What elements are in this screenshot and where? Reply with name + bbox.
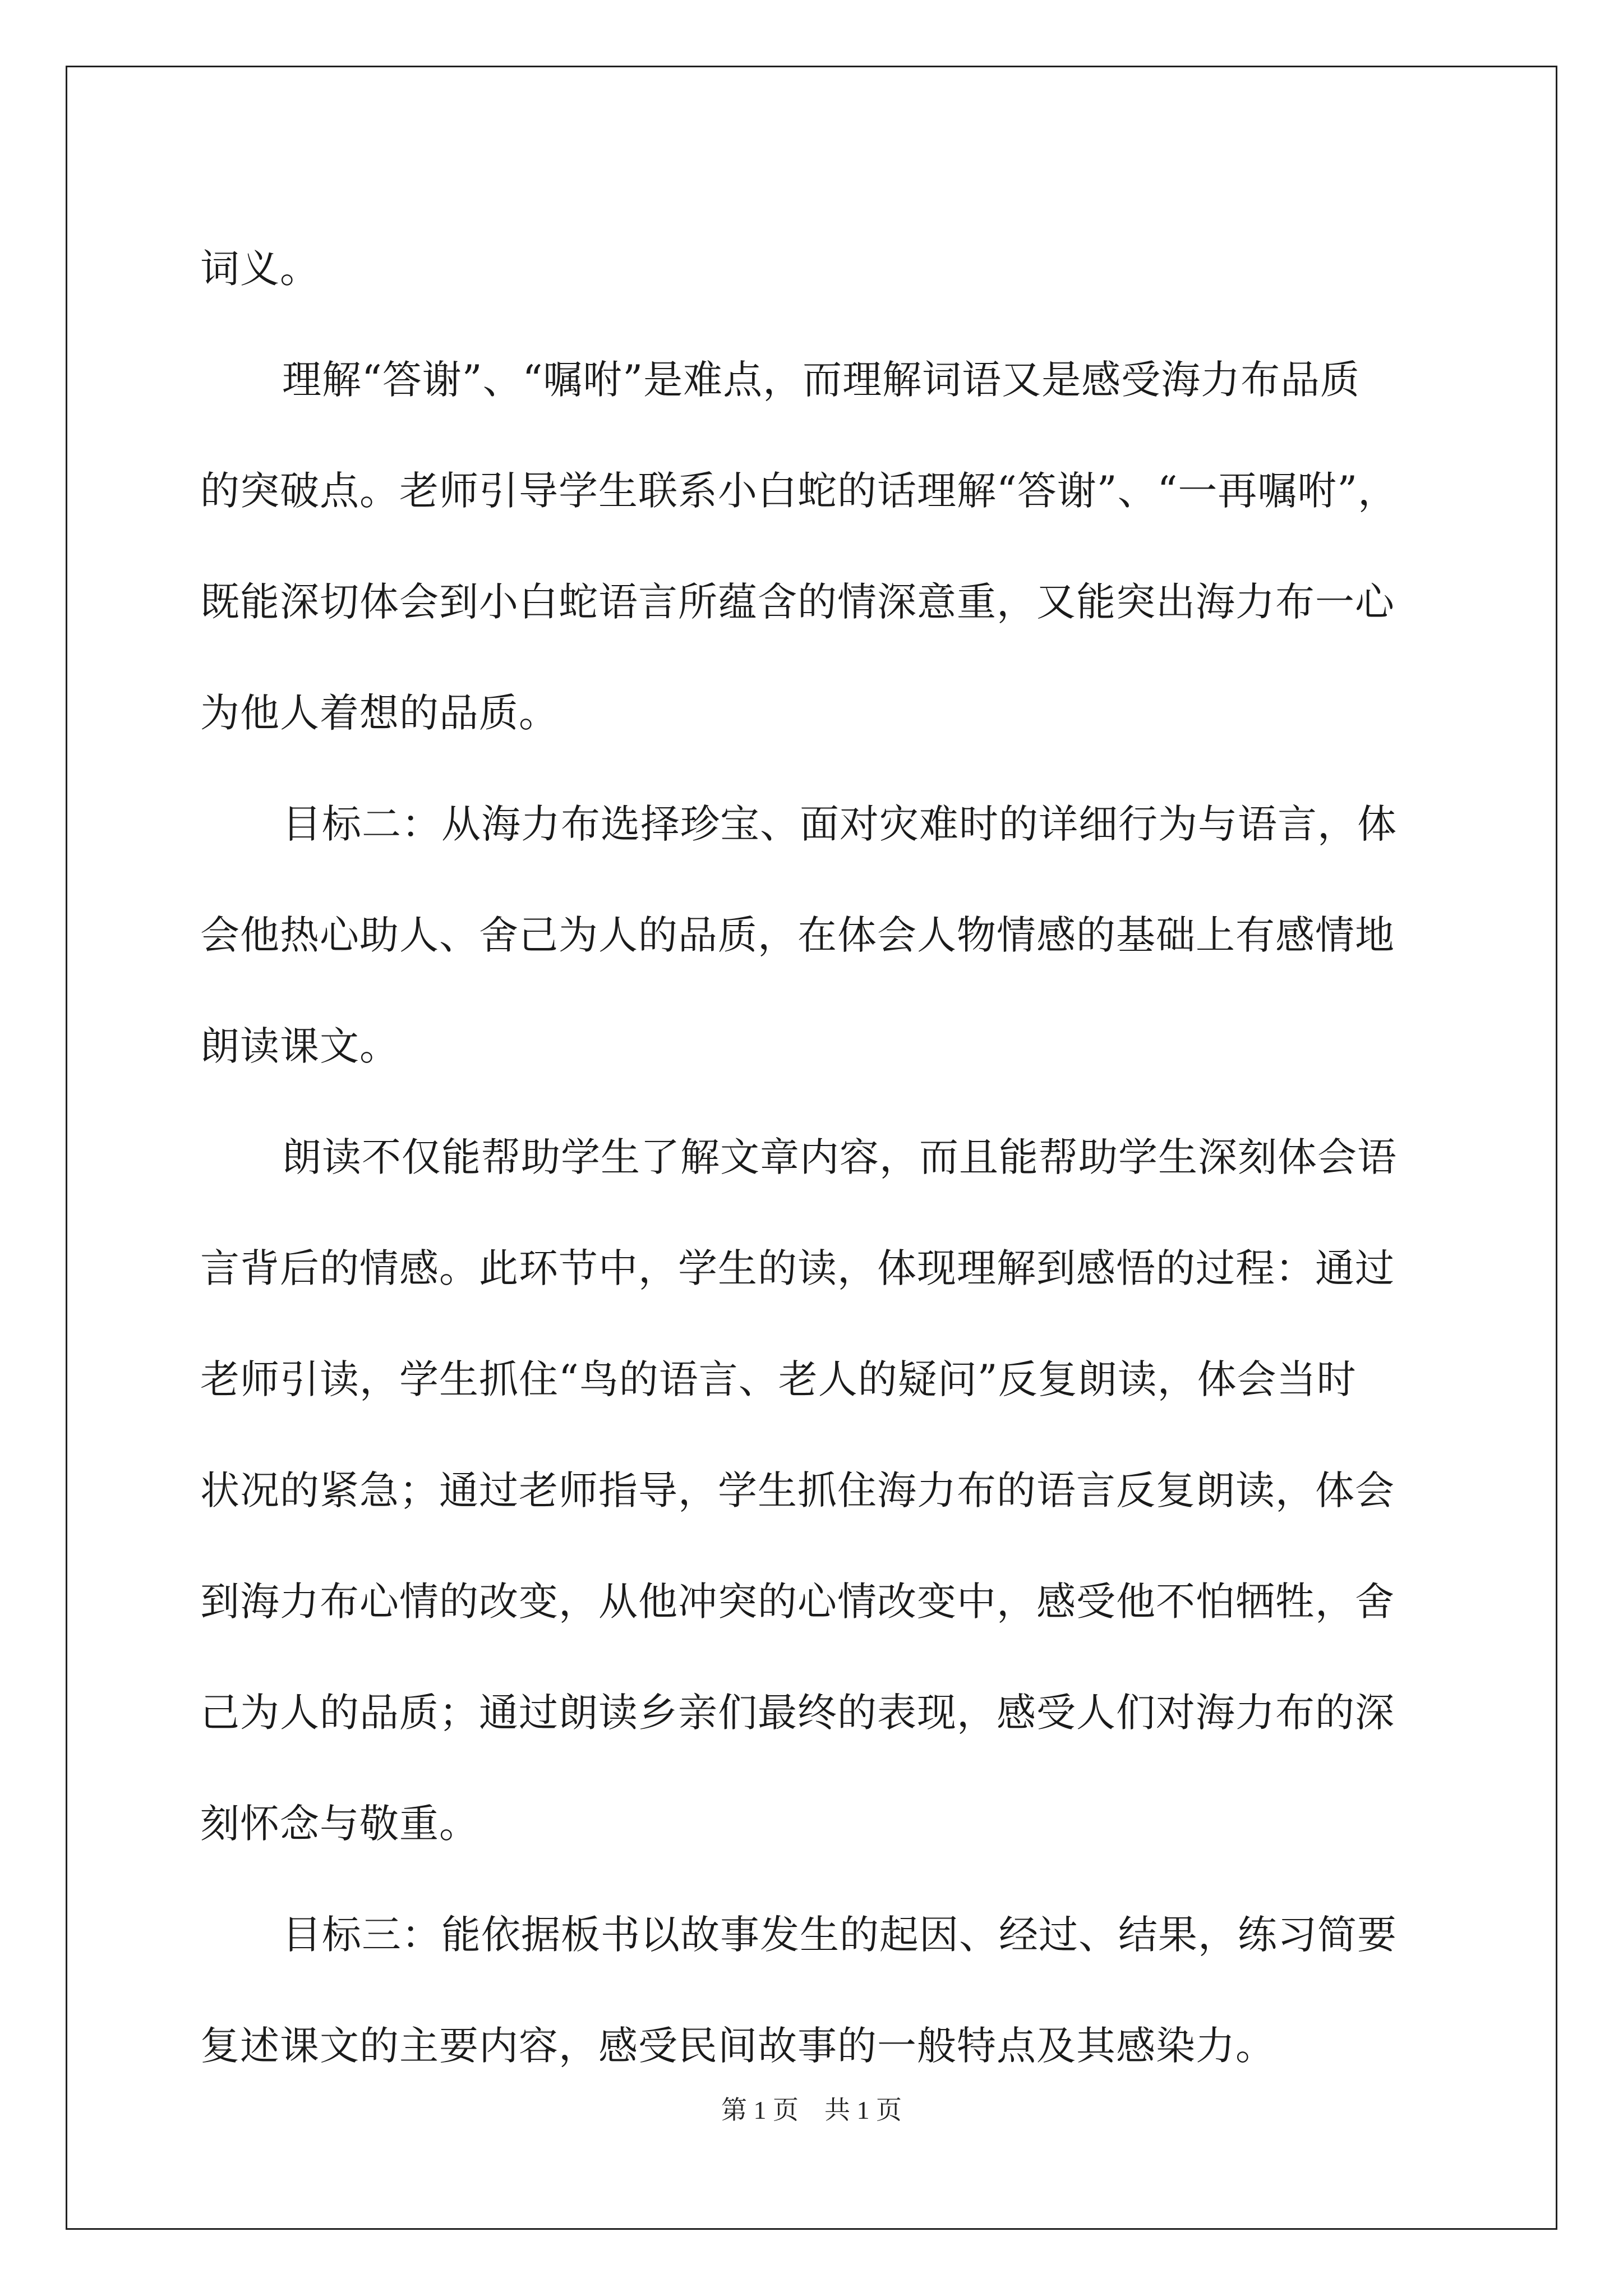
text-line: 朗读课文。 — [200, 1023, 399, 1069]
text-line: 刻怀念与敬重。 — [200, 1801, 479, 1847]
paragraph-5 — [200, 1879, 1423, 2101]
paragraph-2 — [200, 324, 1423, 769]
paragraph-3 — [200, 769, 1423, 1102]
text-line: 的突破点。老师引导学生联系小白蛇的话理解“答谢”、“一再嘱咐”， — [200, 468, 1398, 514]
text-line: 既能深切体会到小白蛇语言所蕴含的情深意重，又能突出海力布一心 — [200, 579, 1395, 625]
text-line: 词义。 — [200, 246, 320, 292]
document-body — [200, 213, 1423, 2101]
text-line: 目标三：能依据板书以故事发生的起因、经过、结果，练习简要 — [282, 1912, 1397, 1958]
text-line: 己为人的品质；通过朗读乡亲们最终的表现，感受人们对海力布的深 — [200, 1690, 1395, 1736]
paragraph-4 — [200, 1102, 1423, 1879]
paragraph-1 — [200, 213, 1423, 324]
page-footer: 第 1 页 共 1 页 — [721, 2096, 902, 2124]
text-line: 目标二：从海力布选择珍宝、面对灾难时的详细行为与语言，体 — [282, 801, 1397, 847]
text-line: 为他人着想的品质。 — [200, 690, 559, 736]
text-line: 会他热心助人、舍己为人的品质，在体会人物情感的基础上有感情地 — [200, 912, 1395, 958]
text-line: 朗读不仅能帮助学生了解文章内容，而且能帮助学生深刻体会语 — [282, 1134, 1397, 1180]
text-line: 言背后的情感。此环节中，学生的读，体现理解到感悟的过程：通过 — [200, 1245, 1395, 1291]
text-line: 老师引读，学生抓住“鸟的语言、老人的疑问”反复朗读，体会当时 — [200, 1356, 1357, 1402]
text-line: 复述课文的主要内容，感受民间故事的一般特点及其感染力。 — [200, 2023, 1275, 2069]
text-line: 状况的紧急；通过老师指导，学生抓住海力布的语言反复朗读，体会 — [200, 1467, 1395, 1513]
text-line: 理解“答谢”、“嘱咐”是难点，而理解词语又是感受海力布品质 — [282, 357, 1361, 403]
text-line: 到海力布心情的改变，从他冲突的心情改变中，感受他不怕牺牲，舍 — [200, 1579, 1395, 1625]
